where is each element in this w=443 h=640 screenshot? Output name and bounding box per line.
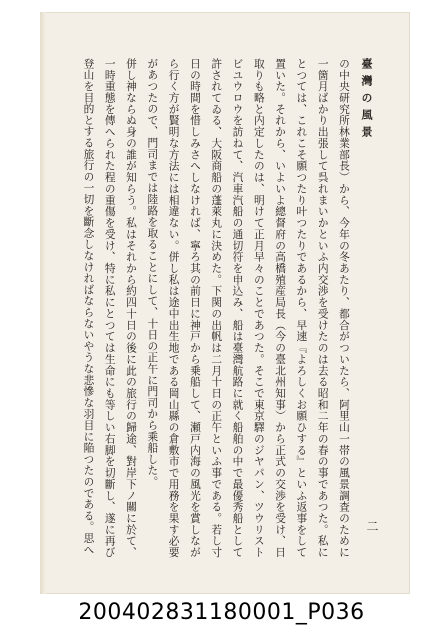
running-head: 臺灣の風景 xyxy=(360,58,373,143)
image-id-caption: 200402831180001_P036 xyxy=(78,600,365,625)
paragraph: 併し神ならぬ身の誰が知らう。私はそれから約四十日の後に此の旅行の歸途、對岸下ノ關に於て、一時重態を傳へられた程の重傷を受け、特に私にとつては生命にも等しい右脚を切斷し、遂に再び登山を目的とする旅行の一切を斷念しなければならないやうな悲慘な羽目に陥つたのである。思へ xyxy=(82,58,139,558)
page-number: 二 xyxy=(365,520,379,532)
body-text xyxy=(55,58,355,558)
page-binding-edge xyxy=(40,12,46,594)
paragraph: の中央研究所林業部長）から、今年の冬あたり、都合がついたら、阿里山一帯の風景調査のために一箇月ばかり出張して呉れまいかといふ内交渉を受けたのは去る昭和二年の春の事であつた。私にとつては、これこそ願つたり叶つたりであるから、早速『よろしくお願ひする』といふ返事をして置いた。それから、いよいよ總督府の高橋殖産局長（今の臺北州知事）から正式の交渉を受け、日取りも略と内定したのは、明けて正月早々のことであつた。そこで東京驛のジヤパン、ツウリストビユウロウを訪ねて、汽車汽船の通切符を申込み、船は臺灣航路に就く船舶の中で最優秀船として許されてゐる、大阪商船の蓬萊丸に決めた。下関の出帆は二月十日の正午といふ事である。若し寸日の時間を惜しみさへしなければ、寧ろ其の前日に神戸から乗船して、瀬戸内海の風光を賞しながら行く方が賢明な方法には相違ない。併し私は途中出生地である岡山縣の倉敷市で用務を果す必要があつたので、門司までは陸路を取ることにして、十日の正午に門司から乘船した。 xyxy=(146,58,351,558)
